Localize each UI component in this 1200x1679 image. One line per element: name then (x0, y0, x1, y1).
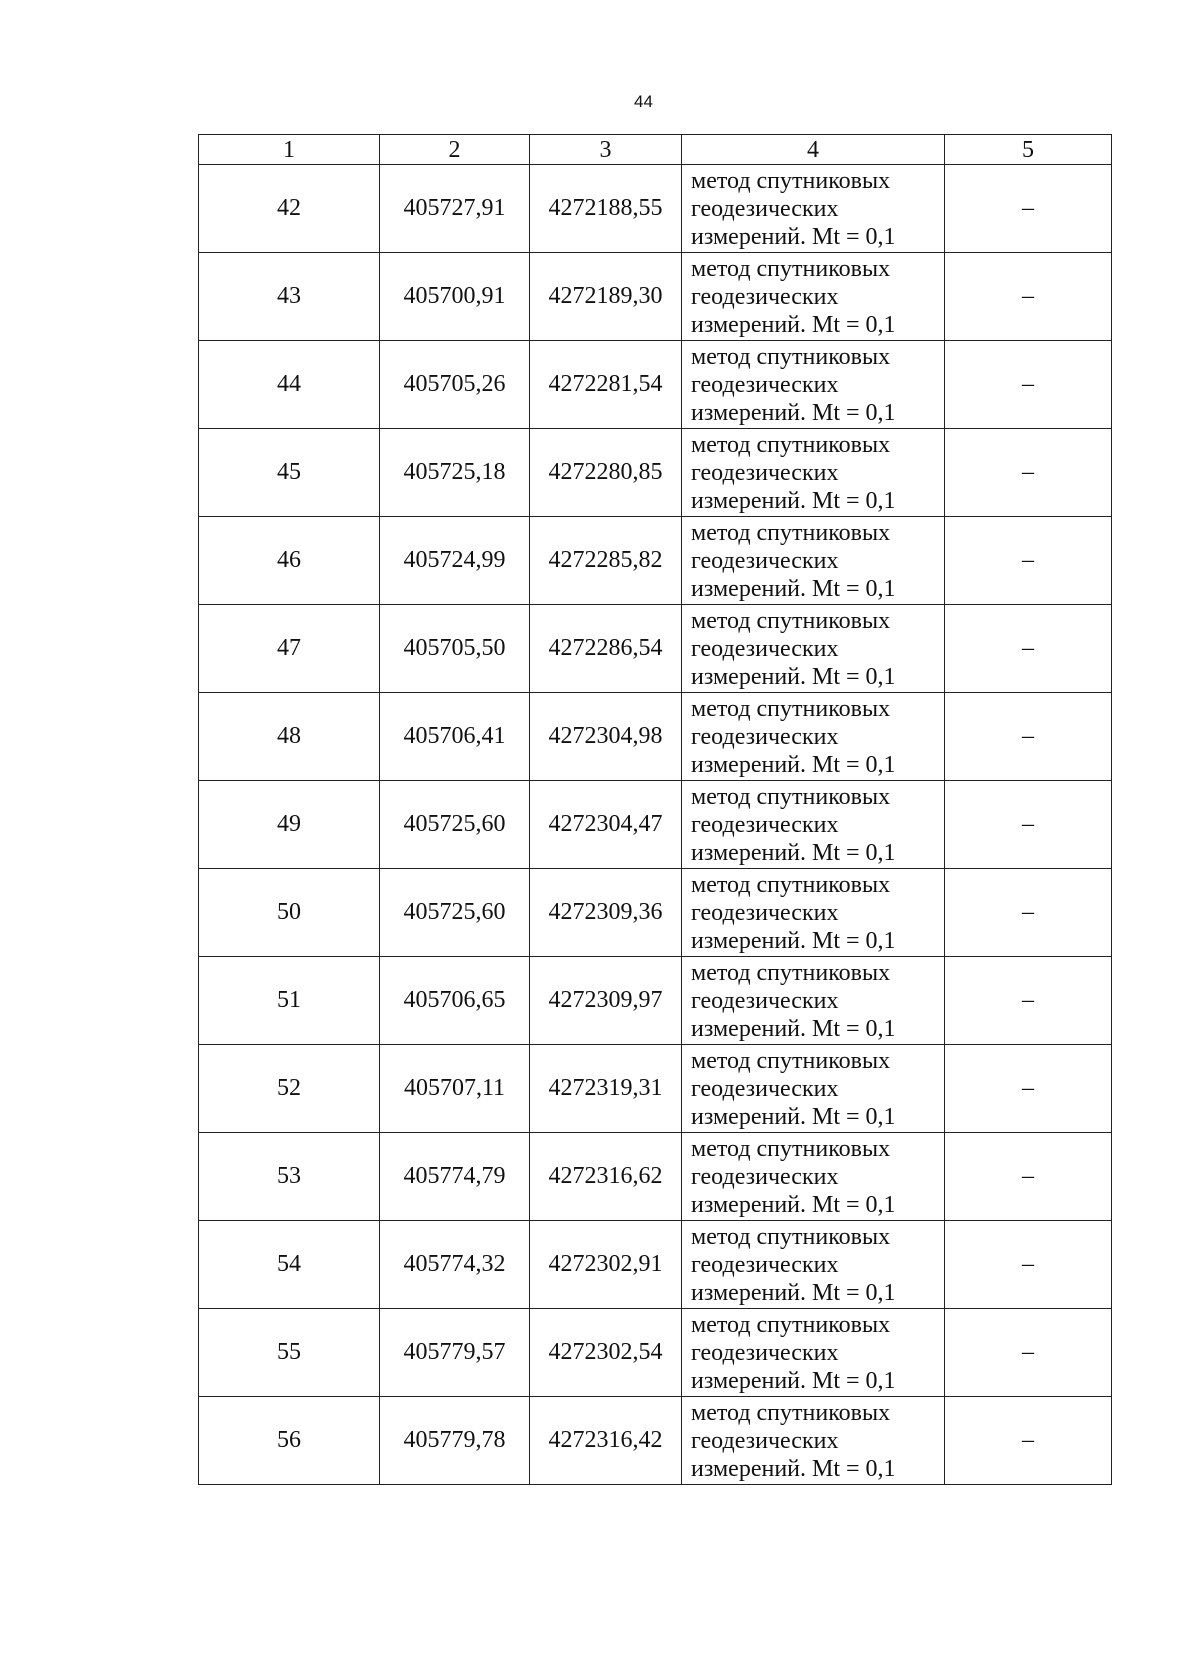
y-coordinate-cell: 4272286,54 (530, 605, 682, 693)
method-line: геодезических (691, 811, 839, 838)
note-cell: – (945, 693, 1112, 781)
note-cell: – (945, 1133, 1112, 1221)
method-line: метод спутниковых (691, 1311, 891, 1338)
x-coordinate-cell: 405724,99 (380, 517, 530, 605)
y-coordinate-cell: 4272285,82 (530, 517, 682, 605)
method-cell (682, 1309, 945, 1397)
method-line: метод спутниковых (691, 1399, 891, 1426)
method-line: геодезических (691, 547, 839, 574)
method-line: метод спутниковых (691, 959, 891, 986)
x-coordinate-cell: 405700,91 (380, 253, 530, 341)
note-cell: – (945, 1045, 1112, 1133)
method-cell (682, 781, 945, 869)
point-number-cell: 54 (199, 1221, 380, 1309)
method-cell (682, 253, 945, 341)
table-row (199, 781, 1112, 869)
note-cell: – (945, 869, 1112, 957)
method-line: измерений. Mt = 0,1 (691, 839, 896, 866)
x-coordinate-cell: 405706,41 (380, 693, 530, 781)
point-number-cell: 55 (199, 1309, 380, 1397)
method-line: измерений. Mt = 0,1 (691, 399, 896, 426)
method-line: метод спутниковых (691, 695, 891, 722)
note-cell: – (945, 517, 1112, 605)
method-line: геодезических (691, 1251, 839, 1278)
method-line: измерений. Mt = 0,1 (691, 487, 896, 514)
table-row (199, 165, 1112, 253)
method-line: измерений. Mt = 0,1 (691, 1279, 896, 1306)
point-number-cell: 45 (199, 429, 380, 517)
column-header: 5 (945, 135, 1112, 165)
method-line: геодезических (691, 283, 839, 310)
y-coordinate-cell: 4272281,54 (530, 341, 682, 429)
method-line: измерений. Mt = 0,1 (691, 927, 896, 954)
method-line: геодезических (691, 899, 839, 926)
y-coordinate-cell: 4272302,91 (530, 1221, 682, 1309)
table-row (199, 693, 1112, 781)
coordinates-table (198, 134, 1112, 1485)
note-cell: – (945, 429, 1112, 517)
table-row (199, 957, 1112, 1045)
point-number-cell: 49 (199, 781, 380, 869)
method-line: геодезических (691, 1339, 839, 1366)
x-coordinate-cell: 405725,60 (380, 781, 530, 869)
point-number-cell: 50 (199, 869, 380, 957)
method-cell (682, 517, 945, 605)
y-coordinate-cell: 4272309,36 (530, 869, 682, 957)
method-line: геодезических (691, 1163, 839, 1190)
table-row (199, 341, 1112, 429)
y-coordinate-cell: 4272304,98 (530, 693, 682, 781)
table-row (199, 605, 1112, 693)
y-coordinate-cell: 4272316,62 (530, 1133, 682, 1221)
method-line: геодезических (691, 1075, 839, 1102)
table-header-row (199, 135, 1112, 165)
x-coordinate-cell: 405774,32 (380, 1221, 530, 1309)
method-cell (682, 869, 945, 957)
method-line: измерений. Mt = 0,1 (691, 663, 896, 690)
method-line: геодезических (691, 635, 839, 662)
table-row (199, 253, 1112, 341)
method-line: измерений. Mt = 0,1 (691, 1015, 896, 1042)
point-number-cell: 43 (199, 253, 380, 341)
point-number-cell: 42 (199, 165, 380, 253)
column-header: 2 (380, 135, 530, 165)
method-line: геодезических (691, 459, 839, 486)
y-coordinate-cell: 4272188,55 (530, 165, 682, 253)
method-cell (682, 605, 945, 693)
y-coordinate-cell: 4272304,47 (530, 781, 682, 869)
table-row (199, 517, 1112, 605)
point-number-cell: 47 (199, 605, 380, 693)
method-line: метод спутниковых (691, 1135, 891, 1162)
method-cell (682, 1045, 945, 1133)
method-cell (682, 165, 945, 253)
column-header: 3 (530, 135, 682, 165)
method-cell (682, 429, 945, 517)
method-line: измерений. Mt = 0,1 (691, 575, 896, 602)
method-line: измерений. Mt = 0,1 (691, 223, 896, 250)
note-cell: – (945, 1221, 1112, 1309)
method-line: метод спутниковых (691, 1223, 891, 1250)
note-cell: – (945, 781, 1112, 869)
x-coordinate-cell: 405779,78 (380, 1397, 530, 1485)
table-row (199, 1309, 1112, 1397)
x-coordinate-cell: 405725,60 (380, 869, 530, 957)
table-row (199, 869, 1112, 957)
method-line: геодезических (691, 371, 839, 398)
method-line: метод спутниковых (691, 431, 891, 458)
method-line: измерений. Mt = 0,1 (691, 1455, 896, 1482)
table-body (199, 165, 1112, 1485)
method-line: метод спутниковых (691, 783, 891, 810)
method-line: геодезических (691, 987, 839, 1014)
column-header: 4 (682, 135, 945, 165)
y-coordinate-cell: 4272189,30 (530, 253, 682, 341)
method-cell (682, 341, 945, 429)
point-number-cell: 52 (199, 1045, 380, 1133)
method-line: измерений. Mt = 0,1 (691, 311, 896, 338)
x-coordinate-cell: 405705,26 (380, 341, 530, 429)
method-line: геодезических (691, 1427, 839, 1454)
point-number-cell: 51 (199, 957, 380, 1045)
x-coordinate-cell: 405774,79 (380, 1133, 530, 1221)
y-coordinate-cell: 4272302,54 (530, 1309, 682, 1397)
method-line: метод спутниковых (691, 343, 891, 370)
note-cell: – (945, 957, 1112, 1045)
y-coordinate-cell: 4272316,42 (530, 1397, 682, 1485)
x-coordinate-cell: 405706,65 (380, 957, 530, 1045)
x-coordinate-cell: 405725,18 (380, 429, 530, 517)
method-line: метод спутниковых (691, 519, 891, 546)
method-line: метод спутниковых (691, 1047, 891, 1074)
method-cell (682, 1221, 945, 1309)
point-number-cell: 46 (199, 517, 380, 605)
table-row (199, 1133, 1112, 1221)
page-number: 44 (634, 92, 653, 111)
method-line: геодезических (691, 195, 839, 222)
x-coordinate-cell: 405705,50 (380, 605, 530, 693)
method-cell (682, 1397, 945, 1485)
method-cell (682, 693, 945, 781)
point-number-cell: 56 (199, 1397, 380, 1485)
table-row (199, 429, 1112, 517)
column-header: 1 (199, 135, 380, 165)
method-cell (682, 1133, 945, 1221)
method-line: измерений. Mt = 0,1 (691, 751, 896, 778)
method-line: измерений. Mt = 0,1 (691, 1103, 896, 1130)
table-row (199, 1221, 1112, 1309)
note-cell: – (945, 253, 1112, 341)
y-coordinate-cell: 4272280,85 (530, 429, 682, 517)
method-line: метод спутниковых (691, 871, 891, 898)
method-line: метод спутниковых (691, 607, 891, 634)
method-line: измерений. Mt = 0,1 (691, 1191, 896, 1218)
method-line: метод спутниковых (691, 255, 891, 282)
method-line: метод спутниковых (691, 167, 891, 194)
point-number-cell: 44 (199, 341, 380, 429)
point-number-cell: 48 (199, 693, 380, 781)
x-coordinate-cell: 405779,57 (380, 1309, 530, 1397)
method-line: геодезических (691, 723, 839, 750)
point-number-cell: 53 (199, 1133, 380, 1221)
x-coordinate-cell: 405727,91 (380, 165, 530, 253)
y-coordinate-cell: 4272309,97 (530, 957, 682, 1045)
note-cell: – (945, 1309, 1112, 1397)
note-cell: – (945, 341, 1112, 429)
note-cell: – (945, 1397, 1112, 1485)
table-row (199, 1045, 1112, 1133)
note-cell: – (945, 605, 1112, 693)
method-cell (682, 957, 945, 1045)
note-cell: – (945, 165, 1112, 253)
method-line: измерений. Mt = 0,1 (691, 1367, 896, 1394)
table-row (199, 1397, 1112, 1485)
y-coordinate-cell: 4272319,31 (530, 1045, 682, 1133)
x-coordinate-cell: 405707,11 (380, 1045, 530, 1133)
